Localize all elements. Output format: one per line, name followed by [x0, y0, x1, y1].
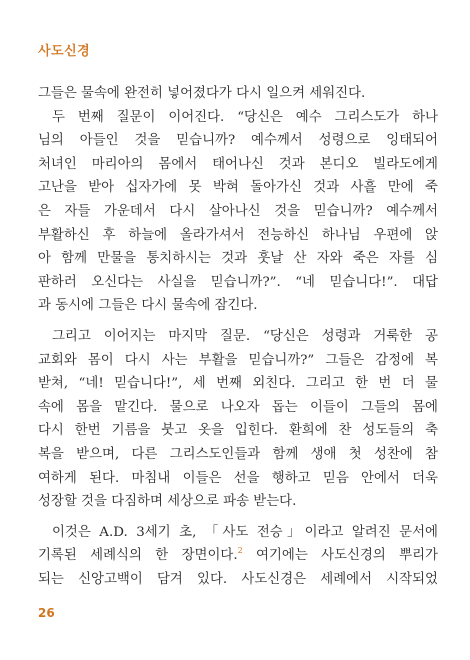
page-number: 26 [38, 606, 55, 620]
text-line: 님의 아들인 것을 믿습니까? 예수께서 성령으로 잉태되어 [38, 133, 438, 149]
footnote-marker[interactable]: 2 [237, 546, 243, 556]
running-head: 사도신경 [38, 44, 91, 59]
text-line: 성장할 것을 다짐하며 세상으로 파송 받는다. [38, 494, 297, 510]
text-line: 부활하신 후 하늘에 올라가셔서 전능하신 하나님 우편에 앉 [38, 227, 438, 243]
body-text [38, 82, 438, 591]
text-line: 이것은 A.D. 3세기 초, 「사도 전승」이라고 알려진 문서에 [52, 524, 438, 540]
text-line: 고난을 받아 십자가에 못 박혀 돌아가신 것과 사흘 만에 죽 [38, 180, 438, 196]
text-segment: 기록된 세례식의 한 장면이다. [38, 548, 238, 564]
text-line: 복을 받으며, 다른 그리스도인들과 함께 생애 첫 성찬에 참 [38, 446, 438, 462]
text-line: 은 자들 가운데서 다시 살아나신 것을 믿습니까? 예수께서 [38, 203, 438, 219]
text-line: 다시 한번 기름을 붓고 옷을 입힌다. 환희에 찬 성도들의 축 [38, 423, 438, 439]
text-line: 받쳐, “네! 믿습니다!”, 세 번째 외친다. 그리고 한 번 더 물 [38, 376, 438, 392]
text-line: 그리고 이어지는 마지막 질문. “당신은 성령과 거룩한 공 [52, 328, 438, 344]
text-line: 두 번째 질문이 이어진다. “당신은 예수 그리스도가 하나 [52, 109, 438, 125]
text-line: 처녀인 마리아의 몸에서 태어나신 것과 본디오 빌라도에게 [38, 156, 438, 172]
text-line: 교회와 몸이 다시 사는 부활을 믿습니까?” 그들은 감정에 복 [38, 352, 438, 368]
text-line: 속에 몸을 맡긴다. 물으로 나오자 돕는 이들이 그들의 몸에 [38, 399, 438, 415]
text-line: 되는 신앙고백이 담겨 있다. 사도신경은 세례에서 시작되었 [38, 571, 438, 587]
text-line: 그들은 물속에 완전히 넣어졌다가 다시 일으켜 세워진다. [38, 86, 366, 101]
text-segment: 여기에는 사도신경의 뿌리가 [242, 548, 438, 564]
text-line [38, 544, 438, 568]
text-line: 과 동시에 그들은 다시 물속에 잠긴다. [38, 298, 258, 314]
text-line: 판하러 오신다는 사실을 믿습니까?”. “네 믿습니다!”. 대답 [38, 274, 438, 290]
text-line: 여하게 된다. 마침내 이들은 선을 행하고 믿음 안에서 더욱 [38, 470, 438, 486]
text-line: 아 함께 만물을 통치하시는 것과 훗날 산 자와 죽은 자를 심 [38, 251, 438, 267]
